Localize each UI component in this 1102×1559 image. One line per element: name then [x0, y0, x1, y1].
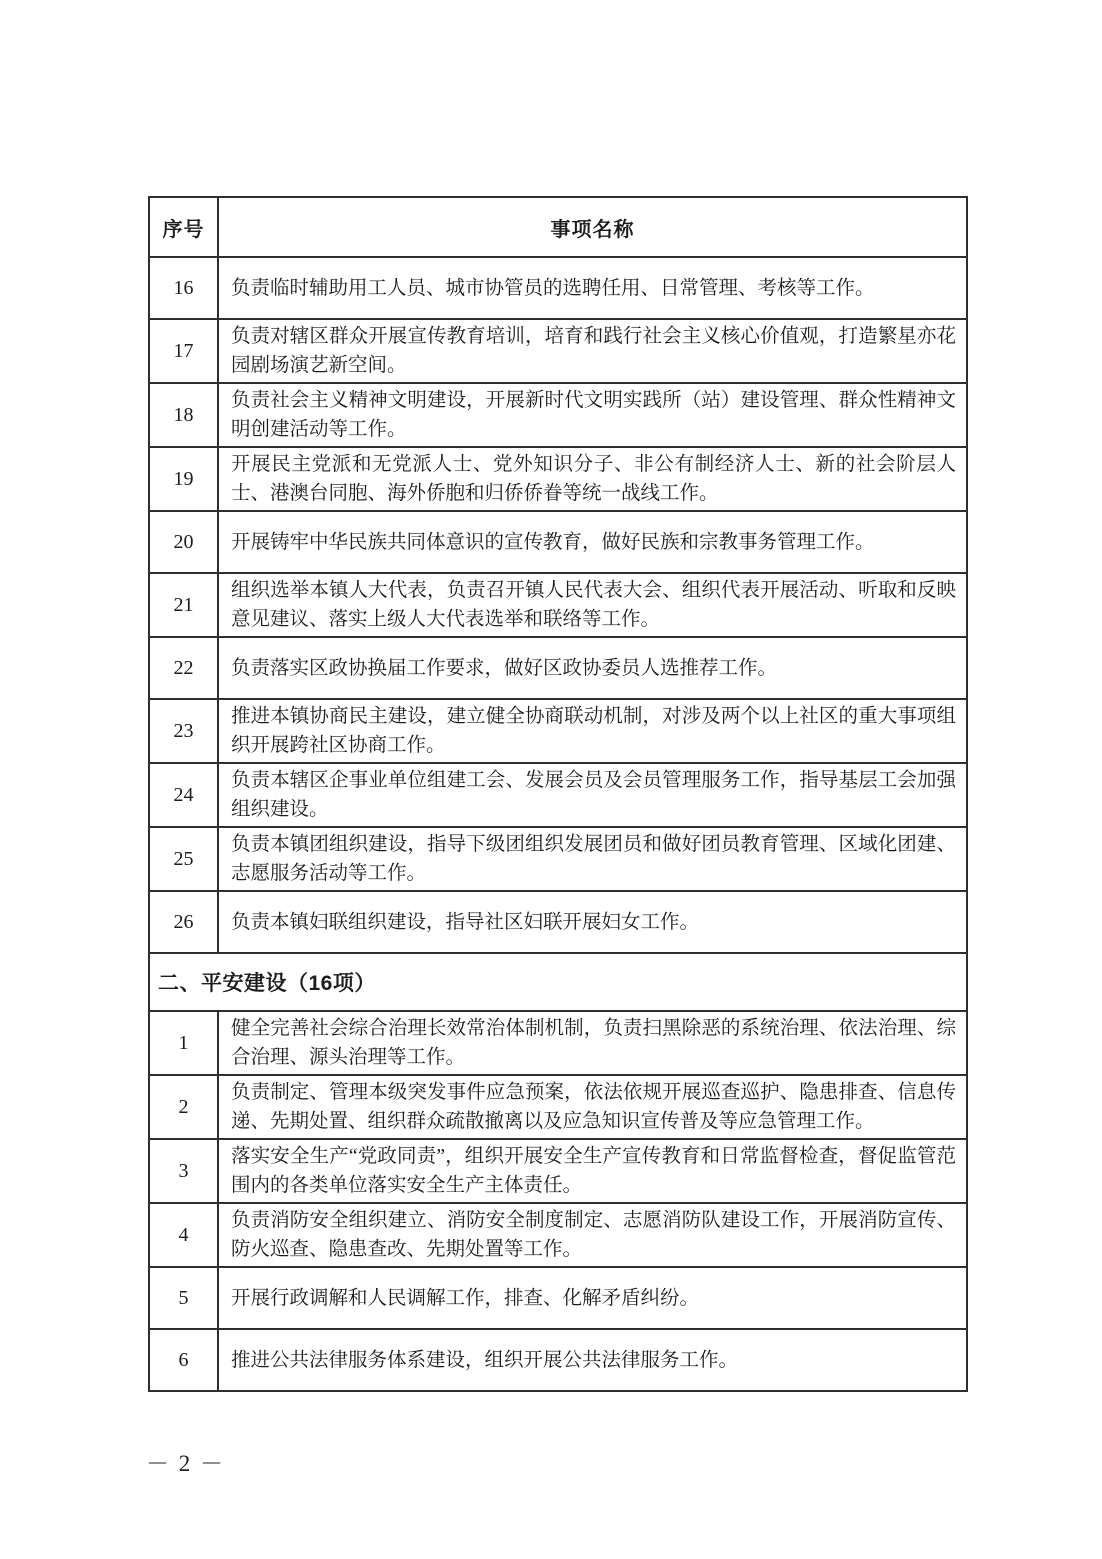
table-row	[149, 637, 967, 699]
row-text: 开展民主党派和无党派人士、党外知识分子、非公有制经济人士、新的社会阶层人士、港澳台同胞、海外侨胞和归侨侨眷等统一战线工作。	[218, 447, 967, 511]
row-text: 推进本镇协商民主建设，建立健全协商联动机制，对涉及两个以上社区的重大事项组织开展跨社区协商工作。	[218, 699, 967, 763]
row-text: 负责落实区政协换届工作要求，做好区政协委员人选推荐工作。	[218, 637, 967, 699]
table-row	[149, 1329, 967, 1391]
table-row	[149, 319, 967, 383]
row-text: 推进公共法律服务体系建设，组织开展公共法律服务工作。	[218, 1329, 967, 1391]
table-row	[149, 511, 967, 573]
table-row	[149, 1139, 967, 1203]
section-title: 二、平安建设（16项）	[149, 953, 967, 1011]
row-text: 健全完善社会综合治理长效常治体制机制，负责扫黑除恶的系统治理、依法治理、综合治理、源头治理等工作。	[218, 1011, 967, 1075]
table-row	[149, 1267, 967, 1329]
row-number: 6	[149, 1329, 218, 1391]
row-number: 20	[149, 511, 218, 573]
table-row	[149, 383, 967, 447]
row-text: 负责制定、管理本级突发事件应急预案，依法依规开展巡查巡护、隐患排查、信息传递、先期处置、组织群众疏散撤离以及应急知识宣传普及等应急管理工作。	[218, 1075, 967, 1139]
page-number: － 2 －	[146, 1451, 225, 1476]
table-row	[149, 891, 967, 953]
row-number: 21	[149, 573, 218, 637]
row-number: 17	[149, 319, 218, 383]
row-text: 负责消防安全组织建立、消防安全制度制定、志愿消防队建设工作，开展消防宣传、防火巡查、隐患查改、先期处置等工作。	[218, 1203, 967, 1267]
table-row	[149, 573, 967, 637]
row-number: 2	[149, 1075, 218, 1139]
table-row	[149, 1203, 967, 1267]
header-col-serial: 序号	[149, 197, 218, 257]
table-header-row	[149, 197, 967, 257]
row-text: 负责对辖区群众开展宣传教育培训，培育和践行社会主义核心价值观，打造繁星亦花园剧场演艺新空间。	[218, 319, 967, 383]
table-row	[149, 827, 967, 891]
row-number: 1	[149, 1011, 218, 1075]
row-text: 负责本镇妇联组织建设，指导社区妇联开展妇女工作。	[218, 891, 967, 953]
row-text: 负责本辖区企事业单位组建工会、发展会员及会员管理服务工作，指导基层工会加强组织建设。	[218, 763, 967, 827]
table-row	[149, 763, 967, 827]
items-table	[148, 196, 968, 1392]
row-text: 开展行政调解和人民调解工作，排查、化解矛盾纠纷。	[218, 1267, 967, 1329]
row-text: 负责本镇团组织建设，指导下级团组织发展团员和做好团员教育管理、区域化团建、志愿服务活动等工作。	[218, 827, 967, 891]
row-number: 4	[149, 1203, 218, 1267]
row-number: 3	[149, 1139, 218, 1203]
header-col-item-name: 事项名称	[218, 197, 967, 257]
row-text: 落实安全生产“党政同责”，组织开展安全生产宣传教育和日常监督检查，督促监管范围内的各类单位落实安全生产主体责任。	[218, 1139, 967, 1203]
row-text: 开展铸牢中华民族共同体意识的宣传教育，做好民族和宗教事务管理工作。	[218, 511, 967, 573]
table-row	[149, 447, 967, 511]
table-row	[149, 1011, 967, 1075]
table-row	[149, 699, 967, 763]
table-row	[149, 1075, 967, 1139]
row-number: 22	[149, 637, 218, 699]
row-text: 负责临时辅助用工人员、城市协管员的选聘任用、日常管理、考核等工作。	[218, 257, 967, 319]
row-number: 16	[149, 257, 218, 319]
row-number: 5	[149, 1267, 218, 1329]
section-header-row	[149, 953, 967, 1011]
row-number: 25	[149, 827, 218, 891]
row-number: 18	[149, 383, 218, 447]
row-number: 26	[149, 891, 218, 953]
table-row	[149, 257, 967, 319]
row-number: 23	[149, 699, 218, 763]
row-number: 24	[149, 763, 218, 827]
row-text: 组织选举本镇人大代表，负责召开镇人民代表大会、组织代表开展活动、听取和反映意见建议、落实上级人大代表选举和联络等工作。	[218, 573, 967, 637]
row-text: 负责社会主义精神文明建设，开展新时代文明实践所（站）建设管理、群众性精神文明创建活动等工作。	[218, 383, 967, 447]
row-number: 19	[149, 447, 218, 511]
